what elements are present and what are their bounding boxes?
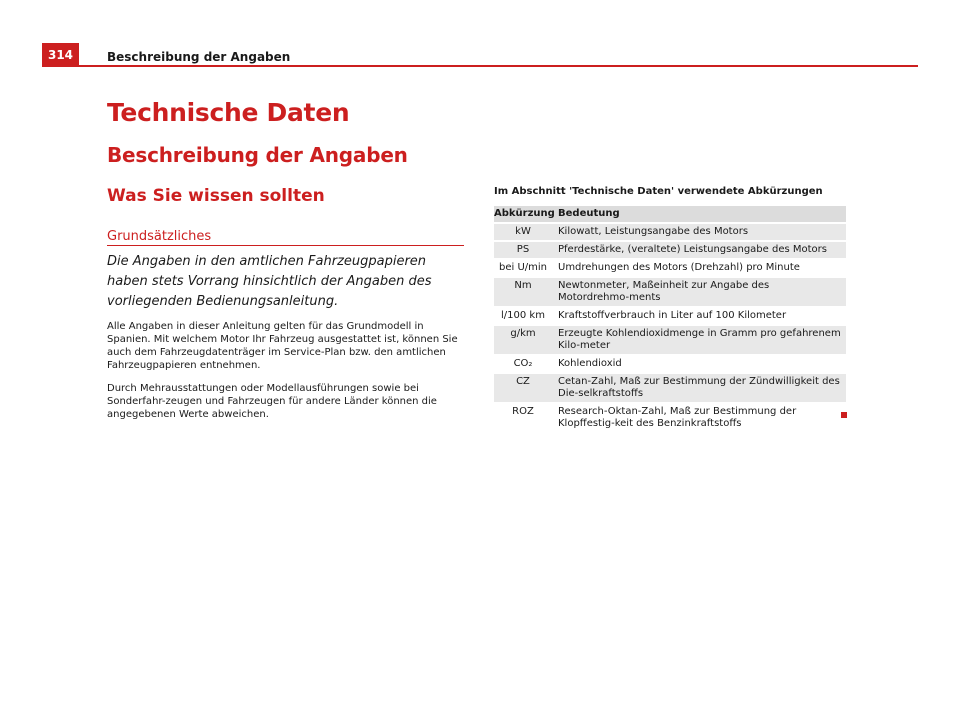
topic-heading-rule xyxy=(107,245,464,246)
table-row xyxy=(494,404,846,432)
meaning-cell: Newtonmeter, Maßeinheit zur Angabe des Motordrehmo-ments xyxy=(558,280,770,303)
intro-text: Die Angaben in den amtlichen Fahrzeugpapieren haben stets Vorrang hinsichtlich der Angaben des vorliegenden Bedienungsanleitung. xyxy=(107,254,432,309)
abbreviations-table xyxy=(494,206,846,434)
meaning-cell: Erzeugte Kohlendioxidmenge in Gramm pro gefahrenem Kilo-meter xyxy=(558,328,841,351)
meaning-cell: Pferdestärke, (veraltete) Leistungsangabe des Motors xyxy=(558,244,827,255)
abbr-cell: bei U/min xyxy=(498,262,547,273)
abbr-cell: PS xyxy=(516,244,530,255)
topic-heading: Grundsätzliches xyxy=(107,229,212,244)
table-row xyxy=(494,326,846,354)
abbr-cell: Nm xyxy=(514,280,532,291)
chapter-title: Technische Daten xyxy=(107,98,350,127)
running-header-title: Beschreibung der Angaben xyxy=(107,50,291,64)
table-row xyxy=(494,278,846,306)
page-number-badge: 314 xyxy=(42,43,79,67)
abbr-cell: ROZ xyxy=(512,406,534,417)
meaning-cell: Umdrehungen des Motors (Drehzahl) pro Minute xyxy=(558,262,800,273)
subsection-title: Was Sie wissen sollten xyxy=(107,186,325,206)
body-paragraph: Durch Mehrausstattungen oder Modellausführungen sowie bei Sonderfahr-zeugen und Fahrzeugen für andere Länder können die angegebenen Werte abweichen. xyxy=(107,383,437,420)
body-paragraph: Alle Angaben in dieser Anleitung gelten für das Grundmodell in Spanien. Mit welchem Motor Ihr Fahrzeug ausgestattet ist, können Sie auch dem Fahrzeugdatenträger im Service-Plan bzw. den amtlichen Fahrzeugpapieren entnehmen. xyxy=(107,321,458,371)
table-row xyxy=(494,374,846,402)
column-header-abbr: Abkürzung xyxy=(494,208,555,219)
end-of-section-marker xyxy=(841,412,847,418)
meaning-cell: Research-Oktan-Zahl, Maß zur Bestimmung der Klopffestig-keit des Benzinkraftstoffs xyxy=(558,406,797,429)
column-header-meaning: Bedeutung xyxy=(558,208,620,219)
section-title: Beschreibung der Angaben xyxy=(107,143,408,167)
meaning-cell: Kilowatt, Leistungsangabe des Motors xyxy=(558,226,749,237)
meaning-cell: Cetan-Zahl, Maß zur Bestimmung der Zündwilligkeit des Die-selkraftstoffs xyxy=(558,376,840,399)
table-row xyxy=(494,242,846,258)
abbr-cell: g/km xyxy=(510,328,536,339)
table-caption: Im Abschnitt 'Technische Daten' verwendete Abkürzungen xyxy=(494,186,823,197)
table-row xyxy=(494,224,846,240)
table-row xyxy=(494,308,846,324)
abbr-cell: kW xyxy=(515,226,531,237)
abbr-cell: CO₂ xyxy=(513,358,533,369)
header-rule xyxy=(42,65,918,67)
abbr-cell: CZ xyxy=(516,376,530,387)
meaning-cell: Kohlendioxid xyxy=(558,358,622,369)
table-row xyxy=(494,260,846,276)
table-header-row xyxy=(494,206,846,222)
abbr-cell: l/100 km xyxy=(501,310,545,321)
table-row xyxy=(494,356,846,372)
meaning-cell: Kraftstoffverbrauch in Liter auf 100 Kilometer xyxy=(558,310,787,321)
